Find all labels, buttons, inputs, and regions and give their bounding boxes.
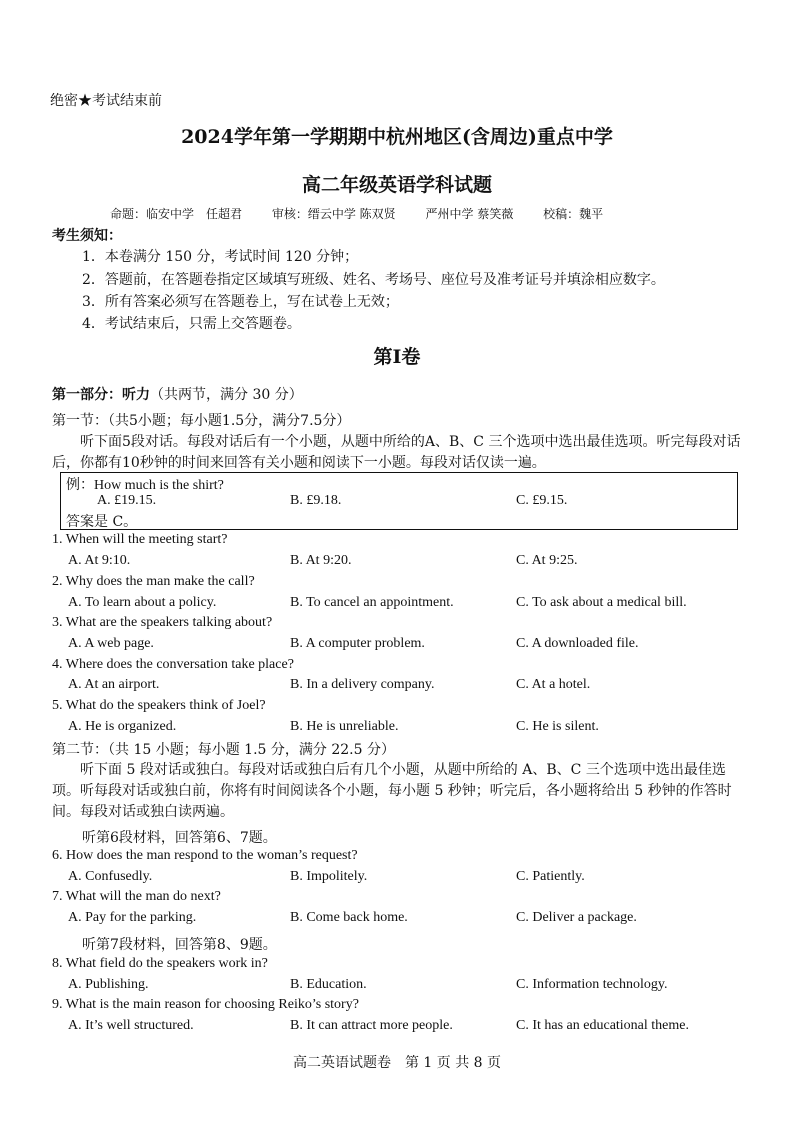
question-4-option-a: A. At an airport. [68, 677, 160, 692]
question-8-option-a: A. Publishing. [68, 977, 149, 992]
confidential-label: 绝密★考试结束前 [50, 93, 162, 109]
question-9-option-b: B. It can attract more people. [290, 1018, 453, 1033]
question-6-option-a: A. Confusedly. [68, 869, 153, 884]
notice-item: 2．答题前，在答题卷指定区域填写班级、姓名、考场号、座位号及准考证号并填涂相应数字。 [82, 272, 665, 288]
question-5-option-b: B. He is unreliable. [290, 719, 399, 734]
question-6-option-c: C. Patiently. [516, 869, 585, 884]
credits-line [110, 205, 629, 222]
question-6: 6. How does the man respond to the woman’s request? [52, 848, 358, 863]
credit-proofreader: 校稿：魏平 [543, 207, 604, 221]
notice-item: 3．所有答案必须写在答题卷上，写在试卷上无效； [82, 294, 399, 310]
part1-detail: （共两节，满分 30 分） [150, 387, 303, 403]
exam-subtitle: 高二年级英语学科试题 [301, 174, 492, 196]
example-option-a: A. £19.15. [97, 493, 157, 508]
question-9-option-a: A. It’s well structured. [68, 1018, 194, 1033]
question-4: 4. Where does the conversation take place? [52, 657, 294, 672]
example-option-b: B. £9.18. [290, 493, 342, 508]
section2-instructions: 听下面 5 段对话或独白。每段对话或独白后有几个小题，从题中所给的 A、B、C 三个选项中选出最佳选项。听每段对话或独白前，你将有时间阅读各个小题，每小题 5 秒钟；听完后，各小题将给出 5 秒钟的作答时间。每段对话或独白读两遍。 [52, 762, 732, 820]
question-7: 7. What will the man do next? [52, 889, 221, 904]
example-answer: 答案是 C。 [66, 514, 138, 530]
credit-reviewer-2: 严州中学 蔡笑薇 [425, 207, 514, 221]
example-option-c: C. £9.15. [516, 493, 568, 508]
question-2: 2. Why does the man make the call? [52, 574, 255, 589]
question-9: 9. What is the main reason for choosing Reiko’s story? [52, 997, 359, 1012]
notice-heading: 考生须知： [52, 228, 122, 244]
section1-title: 第一节：（共5小题；每小题1.5分，满分7.5分） [52, 413, 351, 429]
question-5-option-c: C. He is silent. [516, 719, 599, 734]
question-2-option-a: A. To learn about a policy. [68, 595, 217, 610]
question-4-option-b: B. In a delivery company. [290, 677, 435, 692]
question-5-option-a: A. He is organized. [68, 719, 177, 734]
question-3-option-b: B. A computer problem. [290, 636, 425, 651]
material-6-instruction: 听第6段材料，回答第6、7题。 [82, 830, 277, 846]
example-question: 例：How much is the shirt? [66, 478, 224, 493]
question-8: 8. What field do the speakers work in? [52, 956, 268, 971]
question-1-option-a: A. At 9:10. [68, 553, 131, 568]
credit-author: 命题：临安中学 任超君 [110, 207, 243, 221]
question-6-option-b: B. Impolitely. [290, 869, 368, 884]
part1-heading [52, 384, 303, 404]
question-7-option-c: C. Deliver a package. [516, 910, 637, 925]
section2-title: 第二节：（共 15 小题；每小题 1.5 分，满分 22.5 分） [52, 742, 395, 758]
question-2-option-b: B. To cancel an appointment. [290, 595, 454, 610]
question-4-option-c: C. At a hotel. [516, 677, 591, 692]
question-1: 1. When will the meeting start? [52, 532, 228, 547]
question-8-option-c: C. Information technology. [516, 977, 668, 992]
question-3-option-a: A. A web page. [68, 636, 154, 651]
notice-item: 4．考试结束后，只需上交答题卷。 [82, 316, 301, 332]
material-7-instruction: 听第7段材料，回答第8、9题。 [82, 937, 277, 953]
page-footer: 高二英语试题卷 第 1 页 共 8 页 [292, 1055, 502, 1071]
question-5: 5. What do the speakers think of Joel? [52, 698, 266, 713]
notice-item: 1．本卷满分 150 分，考试时间 120 分钟； [82, 249, 359, 265]
question-9-option-c: C. It has an educational theme. [516, 1018, 689, 1033]
volume-title: 第Ⅰ卷 [373, 346, 421, 368]
question-3: 3. What are the speakers talking about? [52, 615, 273, 630]
question-8-option-b: B. Education. [290, 977, 367, 992]
credit-reviewer-1: 审核：缙云中学 陈双贤 [271, 207, 396, 221]
question-3-option-c: C. A downloaded file. [516, 636, 639, 651]
question-2-option-c: C. To ask about a medical bill. [516, 595, 687, 610]
question-7-option-a: A. Pay for the parking. [68, 910, 197, 925]
question-1-option-c: C. At 9:25. [516, 553, 578, 568]
question-7-option-b: B. Come back home. [290, 910, 408, 925]
part1-title: 第一部分：听力 [52, 387, 150, 403]
question-1-option-b: B. At 9:20. [290, 553, 352, 568]
section1-instructions: 听下面5段对话。每段对话后有一个小题，从题中所给的A、B、C 三个选项中选出最佳选项。听完每段对话后，你都有10秒钟的时间来回答有关小题和阅读下一小题。每段对话仅读一遍。 [52, 434, 741, 471]
exam-title: 2024学年第一学期期中杭州地区(含周边)重点中学 [181, 126, 613, 148]
